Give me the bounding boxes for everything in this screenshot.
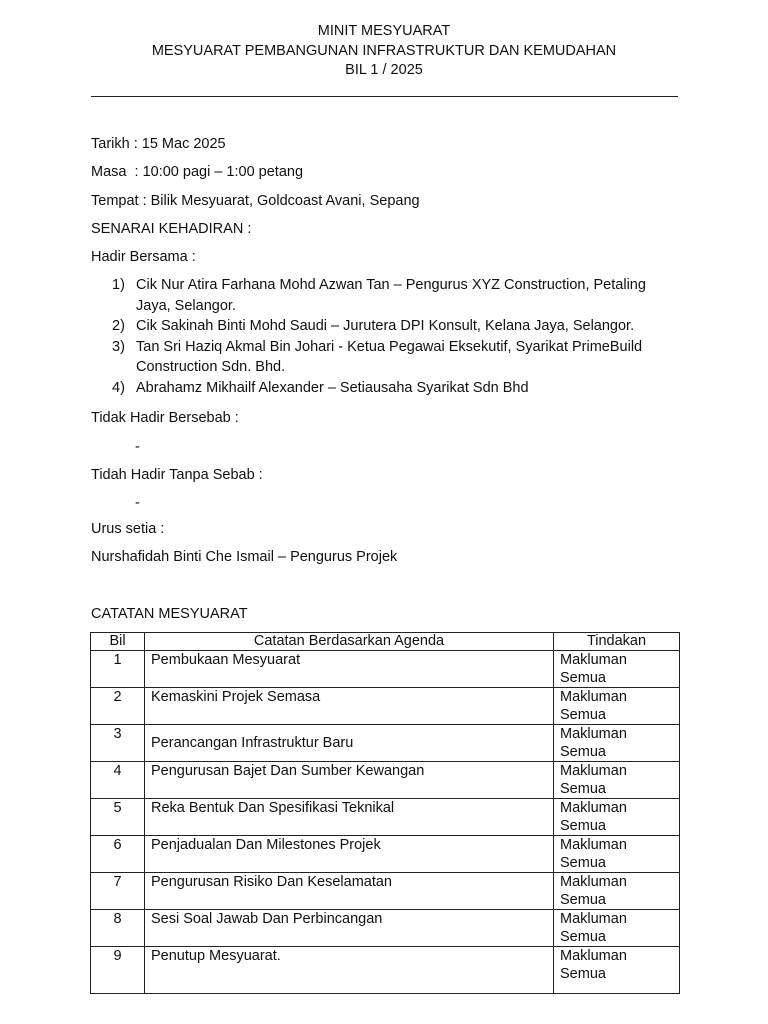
table-header-row	[91, 633, 680, 651]
absent-excused-value: -	[135, 439, 140, 455]
row-number: 9	[91, 947, 145, 994]
absent-unexcused-label: Tidah Hadir Tanpa Sebab :	[91, 467, 263, 483]
row-agenda	[145, 725, 554, 762]
row-action-line2: Semua	[560, 670, 606, 686]
meeting-date: Tarikh : 15 Mac 2025	[91, 136, 226, 152]
row-action-line2: Semua	[560, 855, 606, 871]
list-number: 3)	[112, 338, 125, 355]
row-agenda-text: Perancangan Infrastruktur Baru	[151, 735, 354, 751]
row-action-line2: Semua	[560, 929, 606, 945]
row-action-line2: Semua	[560, 744, 606, 760]
table-row	[91, 725, 680, 762]
row-action	[554, 799, 680, 836]
row-agenda: Reka Bentuk Dan Spesifikasi Teknikal	[145, 799, 554, 836]
table-row	[91, 762, 680, 799]
row-action	[554, 725, 680, 762]
row-action-line1: Makluman	[560, 800, 627, 816]
row-action-line2: Semua	[560, 781, 606, 797]
row-action-line2: Semua	[560, 707, 606, 723]
table-row	[91, 947, 680, 994]
table-row	[91, 651, 680, 688]
list-item	[91, 275, 681, 316]
row-action-line2: Semua	[560, 892, 606, 908]
table-row	[91, 688, 680, 725]
column-header-bil: Bil	[91, 633, 145, 651]
row-action	[554, 910, 680, 947]
secretariat-value: Nurshafidah Binti Che Ismail – Pengurus Projek	[91, 549, 398, 565]
present-label: Hadir Bersama :	[91, 249, 196, 265]
row-number: 6	[91, 836, 145, 873]
row-action-line1: Makluman	[560, 837, 627, 853]
row-action	[554, 873, 680, 910]
meeting-time: Masa : 10:00 pagi – 1:00 petang	[91, 164, 304, 180]
document-header	[0, 22, 768, 81]
row-action-line1: Makluman	[560, 726, 627, 742]
absent-excused-label: Tidak Hadir Bersebab :	[91, 410, 239, 426]
attendee-text: Cik Sakinah Binti Mohd Saudi – Jurutera DPI Konsult, Kelana Jaya, Selangor.	[136, 318, 635, 334]
list-item	[91, 378, 681, 399]
meeting-venue: Tempat : Bilik Mesyuarat, Goldcoast Avani, Sepang	[91, 193, 420, 209]
row-number: 4	[91, 762, 145, 799]
row-action	[554, 688, 680, 725]
attendee-text: Tan Sri Haziq Akmal Bin Johari - Ketua Pegawai Eksekutif, Syarikat PrimeBuild	[136, 338, 643, 355]
minutes-heading: CATATAN MESYUARAT	[91, 606, 248, 622]
row-agenda: Penjadualan Dan Milestones Projek	[145, 836, 554, 873]
attendee-text-cont: Jaya, Selangor.	[136, 297, 236, 314]
list-number: 4)	[112, 379, 125, 396]
row-agenda: Pengurusan Bajet Dan Sumber Kewangan	[145, 762, 554, 799]
document-title: MINIT MESYUARAT	[317, 23, 451, 39]
row-agenda: Sesi Soal Jawab Dan Perbincangan	[145, 910, 554, 947]
row-number: 2	[91, 688, 145, 725]
row-action-line1: Makluman	[560, 763, 627, 779]
row-number: 8	[91, 910, 145, 947]
row-agenda: Kemaskini Projek Semasa	[145, 688, 554, 725]
row-action-line1: Makluman	[560, 948, 627, 964]
attendee-text-cont: Construction Sdn. Bhd.	[136, 359, 286, 375]
row-agenda: Penutup Mesyuarat.	[145, 947, 554, 994]
absent-unexcused-value: -	[135, 495, 140, 511]
meeting-name: MESYUARAT PEMBANGUNAN INFRASTRUKTUR DAN KEMUDAHAN	[151, 42, 617, 59]
meeting-number: BIL 1 / 2025	[345, 62, 423, 78]
list-number: 2)	[112, 318, 125, 334]
row-number: 5	[91, 799, 145, 836]
list-number: 1)	[112, 277, 125, 293]
row-number: 3	[91, 725, 145, 762]
attendance-heading: SENARAI KEHADIRAN :	[91, 221, 252, 237]
row-agenda: Pengurusan Risiko Dan Keselamatan	[145, 873, 554, 910]
secretariat-label: Urus setia :	[91, 521, 165, 537]
row-action	[554, 651, 680, 688]
table-row	[91, 873, 680, 910]
attendee-text: Abrahamz Mikhailf Alexander – Setiausaha Syarikat Sdn Bhd	[136, 379, 529, 396]
minutes-table	[90, 632, 680, 994]
header-divider	[91, 96, 678, 97]
table-row	[91, 910, 680, 947]
attendee-text: Cik Nur Atira Farhana Mohd Azwan Tan – Pengurus XYZ Construction, Petaling	[136, 277, 646, 293]
table-row	[91, 799, 680, 836]
column-header-action: Tindakan	[554, 633, 680, 651]
attendee-list	[91, 275, 681, 398]
row-action-line2: Semua	[560, 818, 606, 834]
row-action	[554, 762, 680, 799]
row-number: 7	[91, 873, 145, 910]
row-action	[554, 947, 680, 994]
list-item	[91, 337, 681, 378]
table-row	[91, 836, 680, 873]
row-action-line1: Makluman	[560, 689, 627, 705]
row-action-line1: Makluman	[560, 652, 627, 668]
row-action	[554, 836, 680, 873]
row-action-line1: Makluman	[560, 874, 627, 890]
list-item	[91, 316, 681, 337]
row-number: 1	[91, 651, 145, 688]
row-agenda: Pembukaan Mesyuarat	[145, 651, 554, 688]
column-header-agenda: Catatan Berdasarkan Agenda	[145, 633, 554, 651]
row-action-line1: Makluman	[560, 911, 627, 927]
row-action-line2: Semua	[560, 966, 606, 982]
